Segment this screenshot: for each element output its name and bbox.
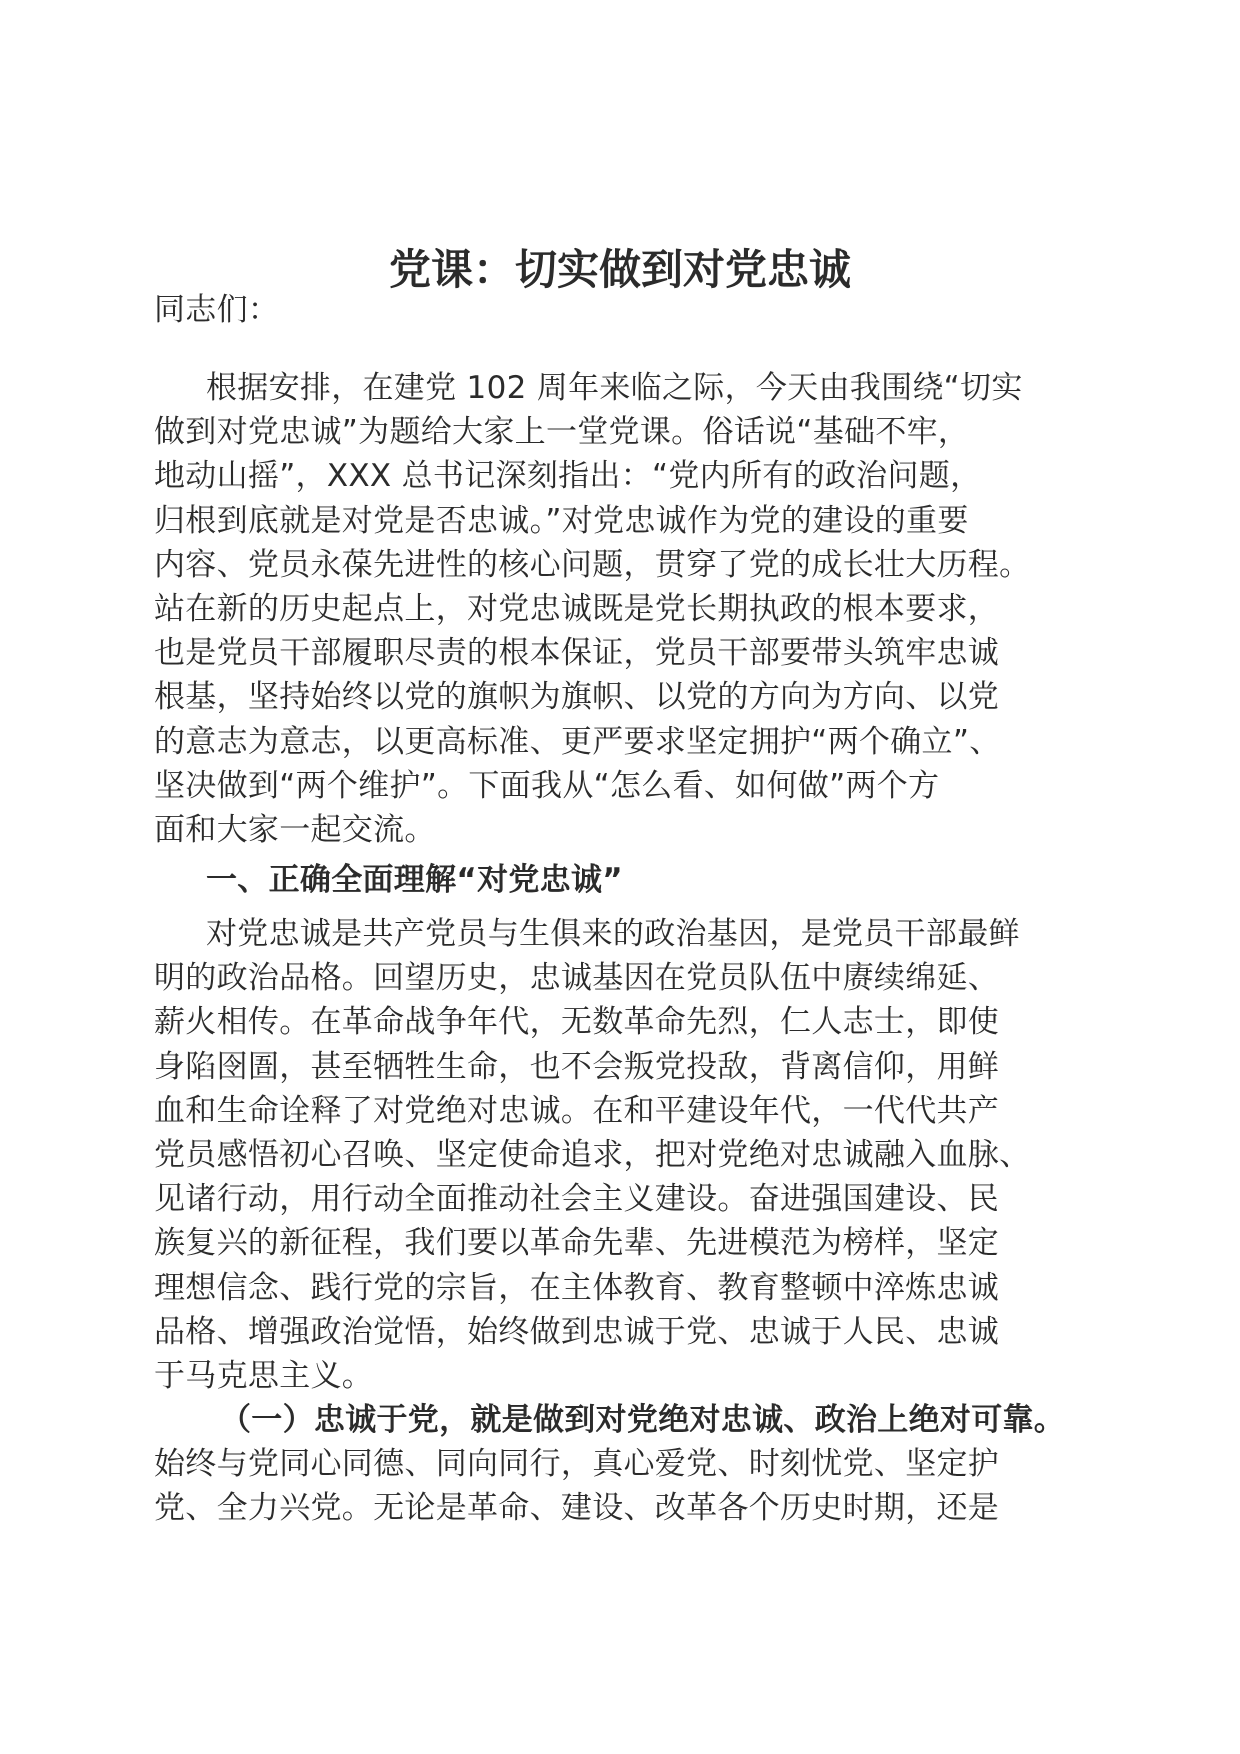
text-line: 党、全力兴党。无论是革命、建设、改革各个历史时期，还是: [154, 1490, 1000, 1527]
text-line: 内容、党员永葆先进性的核心问题，贯穿了党的成长壮大历程。: [154, 546, 1031, 583]
text-line: 族复兴的新征程，我们要以革命先辈、先进模范为榜样，坚定: [154, 1225, 1000, 1262]
text-line: 做到对党忠诚”为题给大家上一堂党课。俗话说“基础不牢，: [154, 414, 970, 451]
document-title: 党课：切实做到对党忠诚: [388, 245, 851, 294]
text-line: 品格、增强政治觉悟，始终做到忠诚于党、忠诚于人民、忠诚: [154, 1313, 1000, 1350]
text-line: 理想信念、践行党的宗旨，在主体教育、教育整顿中淬炼忠诚: [154, 1269, 1000, 1306]
text-line: 血和生命诠释了对党绝对忠诚。在和平建设年代，一代代共产: [154, 1092, 1000, 1129]
paragraph-section-1: [154, 912, 1094, 1398]
text-line: 面和大家一起交流。: [154, 812, 436, 849]
text-line: 也是党员干部履职尽责的根本保证，党员干部要带头筑牢忠诚: [154, 635, 1000, 672]
text-line: 坚决做到“两个维护”。下面我从“怎么看、如何做”两个方: [154, 767, 940, 804]
salutation: 同志们：: [154, 292, 280, 328]
section-heading-text: 一、正确全面理解“对党忠诚”: [206, 862, 623, 898]
text-line: 薪火相传。在革命战争年代，无数革命先烈，仁人志士，即使: [154, 1004, 1000, 1041]
text-line: 根据安排，在建党 102 周年来临之际，今天由我围绕“切实: [206, 370, 1023, 406]
text-line: 对党忠诚是共产党员与生俱来的政治基因，是党员干部最鲜: [206, 916, 1020, 952]
text-line: 始终与党同心同德、同向同行，真心爱党、时刻忧党、坚定护: [154, 1446, 1000, 1483]
text-line: 见诸行动，用行动全面推动社会主义建设。奋进强国建设、民: [154, 1181, 1000, 1218]
text-line: 归根到底就是对党是否忠诚。”对党忠诚作为党的建设的重要: [154, 502, 969, 539]
text-line: 明的政治品格。回望历史，忠诚基因在党员队伍中赓续绵延、: [154, 960, 1000, 997]
text-line: 的意志为意志，以更高标准、更严要求坚定拥护“两个确立”、: [154, 723, 1001, 760]
section-heading: [154, 858, 1094, 902]
text-line: 站在新的历史起点上，对党忠诚既是党长期执政的根本要求，: [154, 591, 1000, 628]
paragraph-subsection-1: [154, 1398, 1094, 1531]
text-line: 根基，坚持始终以党的旗帜为旗帜、以党的方向为方向、以党: [154, 679, 1000, 716]
text-line: 地动山摇”，XXX 总书记深刻指出：“党内所有的政治问题，: [154, 458, 982, 495]
text-line: 于马克思主义。: [154, 1358, 374, 1395]
text-line: 党员感悟初心召唤、坚定使命追求，把对党绝对忠诚融入血脉、: [154, 1137, 1031, 1174]
paragraph-intro: [154, 366, 1094, 852]
text-line: 身陷囹圄，甚至牺牲生命，也不会叛党投敌，背离信仰，用鲜: [154, 1048, 1000, 1085]
subsection-heading: （一）忠诚于党，就是做到对党绝对忠诚、政治上绝对可靠。: [220, 1402, 1066, 1438]
